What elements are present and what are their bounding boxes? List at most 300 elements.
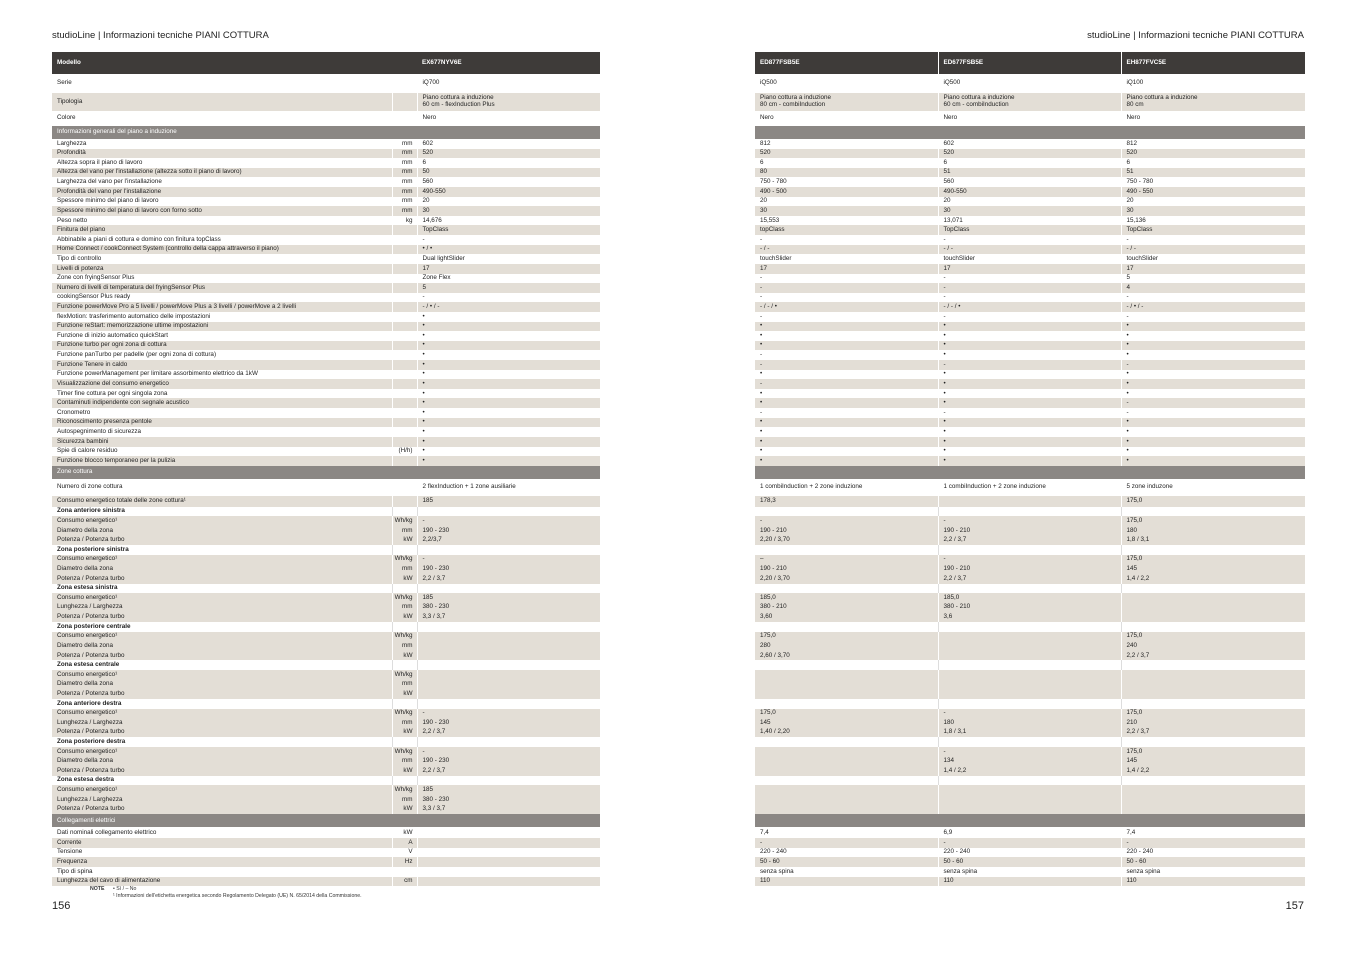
row-label: Tipo di controllo <box>52 254 392 264</box>
value-cell: - <box>417 516 600 526</box>
section-band <box>755 466 1305 479</box>
value-cell: - <box>1121 838 1305 848</box>
value-cell: • <box>755 447 938 457</box>
value-cell <box>1121 660 1305 670</box>
table-row <box>52 370 600 380</box>
unit-cell <box>392 312 417 322</box>
value-cell: - <box>938 747 1121 757</box>
table-row <box>755 785 1305 795</box>
table-row <box>755 427 1305 437</box>
value-cell: • <box>938 437 1121 447</box>
row-label: Altezza del vano per l'installazione (altezza sotto il piano di lavoro) <box>52 168 392 178</box>
row-label: Frequenza <box>52 857 392 867</box>
table-row <box>52 757 600 767</box>
unit-cell <box>392 737 417 747</box>
table-row <box>52 456 600 466</box>
value-cell: - <box>938 283 1121 293</box>
value-cell: touchSlider <box>755 254 938 264</box>
table-row <box>52 312 600 322</box>
unit-cell <box>392 418 417 428</box>
value-cell: 30 <box>417 206 600 216</box>
value-cell: - <box>417 709 600 719</box>
unit-cell: mm <box>392 680 417 690</box>
value-cell <box>755 622 938 632</box>
table-row <box>755 709 1305 719</box>
table-row <box>52 805 600 815</box>
table-row <box>755 312 1305 322</box>
unit-cell: Wh/kg <box>392 785 417 795</box>
value-cell <box>417 776 600 786</box>
table-row <box>755 126 1305 139</box>
unit-cell <box>392 507 417 517</box>
value-cell: • <box>1126 331 1129 339</box>
row-label: Funzione reStart: memorizzazione ultime impostazioni <box>52 322 392 332</box>
value-cell <box>417 641 600 651</box>
value-cell <box>938 545 1121 555</box>
table-row <box>755 612 1305 622</box>
unit-cell <box>392 622 417 632</box>
value-cell: - <box>755 838 938 848</box>
value-cell: • <box>417 418 600 428</box>
unit-cell: Wh/kg <box>392 709 417 719</box>
table-row <box>52 857 600 867</box>
value-cell: - <box>755 408 938 418</box>
table-row <box>52 867 600 877</box>
value-cell <box>1121 93 1305 111</box>
unit-cell: mm <box>392 206 417 216</box>
table-row <box>755 479 1305 496</box>
value-cell <box>1121 603 1305 613</box>
unit-cell: kW <box>392 536 417 546</box>
table-row <box>755 857 1305 867</box>
value-cell: 17 <box>417 264 600 274</box>
table-row <box>52 341 600 351</box>
value-cell <box>755 757 938 767</box>
value-cell: 50 - 60 <box>755 857 938 867</box>
unit-cell <box>392 389 417 399</box>
unit-cell <box>392 427 417 437</box>
unit-cell <box>392 264 417 274</box>
column-header-product: EX677NYV6E <box>417 52 600 74</box>
value-cell: - <box>755 360 938 370</box>
row-label: Larghezza <box>52 139 392 149</box>
value-cell: 2,2 / 3,7 <box>1121 651 1305 661</box>
row-label: Funzione powerManagement per limitare assorbimento elettrico da 1kW <box>52 370 392 380</box>
row-label: Timer fine cottura per ogni singola zona <box>52 389 392 399</box>
table-row <box>52 283 600 293</box>
table-row <box>755 747 1305 757</box>
unit-cell: kW <box>392 574 417 584</box>
table-row <box>755 516 1305 526</box>
unit-cell <box>392 322 417 332</box>
value-cell <box>938 795 1121 805</box>
unit-cell <box>392 437 417 447</box>
value-cell <box>755 689 938 699</box>
row-label: Diametro della zona <box>52 680 392 690</box>
table-row <box>52 93 600 111</box>
unit-cell <box>392 456 417 466</box>
value-cell <box>755 660 938 670</box>
table-row <box>755 245 1305 255</box>
table-row <box>755 466 1305 479</box>
value-cell <box>1121 612 1305 622</box>
value-cell: 3,3 / 3,7 <box>417 612 600 622</box>
value-cell <box>1121 545 1305 555</box>
section-band <box>755 126 1305 139</box>
table-row <box>755 574 1305 584</box>
page-header-left: studioLine | Informazioni tecniche PIANI COTTURA <box>52 30 269 41</box>
value-cell: 520 <box>1121 149 1305 159</box>
unit-cell <box>392 379 417 389</box>
unit-cell <box>392 776 417 786</box>
value-cell: • <box>1121 418 1305 428</box>
table-row <box>755 827 1305 838</box>
row-label: Cronometro <box>52 408 392 418</box>
column-header-product: ED877FSB5E <box>755 52 938 74</box>
value-cell: Dual lightSlider <box>422 254 465 262</box>
value-cell: TopClass <box>938 225 1121 235</box>
value-cell: - / - / • <box>755 302 938 312</box>
value-line: Piano cottura a induzione <box>943 94 1015 102</box>
table-row <box>755 216 1305 226</box>
table-row <box>52 245 600 255</box>
value-cell: - <box>938 709 1121 719</box>
value-cell: 380 - 210 <box>755 603 938 613</box>
value-cell: - <box>422 235 425 243</box>
row-label: Funzione powerMove Pro a 5 livelli / powerMove Plus a 3 livelli / powerMove a 2 livelli <box>52 302 392 312</box>
unit-cell <box>392 331 417 341</box>
table-row <box>52 632 600 642</box>
value-cell: 1,4 / 2,2 <box>1121 766 1305 776</box>
row-label: Diametro della zona <box>52 564 392 574</box>
value-cell: 1,8 / 3,1 <box>1121 536 1305 546</box>
row-label: Consumo energetico¹ <box>52 516 392 526</box>
unit-cell <box>392 341 417 351</box>
table-row <box>755 593 1305 603</box>
value-cell: TopClass <box>417 225 600 235</box>
value-cell: TopClass <box>1121 225 1305 235</box>
table-row <box>755 322 1305 332</box>
value-cell <box>755 680 938 690</box>
value-cell <box>755 584 938 594</box>
row-label: Finitura del piano <box>52 225 392 235</box>
table-row <box>52 516 600 526</box>
unit-cell: kW <box>392 805 417 815</box>
section-title: Informazioni generali del piano a induzione <box>52 126 600 139</box>
value-cell: 1,8 / 3,1 <box>938 728 1121 738</box>
value-cell: 185,0 <box>755 593 938 603</box>
value-cell: • <box>417 437 600 447</box>
table-row <box>52 564 600 574</box>
value-cell: 2 flexInduction + 1 zone ausiliarie <box>422 483 516 491</box>
value-cell: 50 - 60 <box>938 857 1121 867</box>
unit-cell <box>392 867 417 877</box>
table-row <box>755 699 1305 709</box>
value-cell <box>938 680 1121 690</box>
table-row <box>755 526 1305 536</box>
value-cell: 380 - 230 <box>417 603 600 613</box>
table-row <box>755 168 1305 178</box>
value-line: 60 cm - combiInduction <box>943 101 1009 108</box>
table-row <box>52 398 600 408</box>
table-row <box>52 612 600 622</box>
table-row <box>52 814 600 827</box>
table-row <box>52 302 600 312</box>
row-label: flexMotion: trasferimento automatico delle impostazioni <box>52 312 392 322</box>
value-cell: iQ500 <box>938 74 1121 93</box>
unit-cell <box>392 302 417 312</box>
zone-title: Zona posteriore centrale <box>52 622 392 632</box>
section-band <box>755 814 1305 827</box>
value-cell: 185 <box>417 785 600 795</box>
table-row <box>52 593 600 603</box>
value-cell: - <box>755 274 938 284</box>
value-cell: 190 - 210 <box>755 526 938 536</box>
value-cell: 520 <box>417 149 600 159</box>
value-line: 60 cm - flexInduction Plus <box>422 101 495 108</box>
value-cell: • <box>938 418 1121 428</box>
row-label: Funzione blocco temporaneo per la pulizia <box>52 456 392 466</box>
table-row <box>52 795 600 805</box>
row-label: Funzione panTurbo per padelle (per ogni zona di cottura) <box>52 350 392 360</box>
value-cell: 4 <box>1121 283 1305 293</box>
unit-cell: mm <box>392 603 417 613</box>
table-row <box>755 350 1305 360</box>
value-cell <box>755 776 938 786</box>
row-label: Spie di calore residuo <box>52 447 392 457</box>
table-row <box>755 158 1305 168</box>
table-row <box>52 322 600 332</box>
value-cell: 30 <box>1121 206 1305 216</box>
table-row <box>52 293 600 303</box>
value-cell <box>755 670 938 680</box>
table-row <box>755 632 1305 642</box>
value-cell: 175,0 <box>1121 709 1305 719</box>
value-cell: Nero <box>422 114 437 122</box>
zone-title: Zona anteriore destra <box>52 699 392 709</box>
value-line: Piano cottura a induzione <box>1126 94 1198 102</box>
value-cell <box>755 795 938 805</box>
value-cell: 6 <box>1126 158 1131 166</box>
table-row <box>52 350 600 360</box>
table-header-row <box>755 52 1305 74</box>
value-cell <box>1121 584 1305 594</box>
row-label: Home Connect / cookConnect System (controllo della cappa attraverso il piano) <box>52 245 392 255</box>
value-cell: 750 - 780 <box>1126 178 1154 186</box>
table-row <box>52 254 600 264</box>
unit-cell: kW <box>392 689 417 699</box>
value-cell: • <box>422 312 425 320</box>
value-cell <box>755 747 938 757</box>
unit-cell: mm <box>392 139 417 149</box>
unit-cell: Wh/kg <box>392 555 417 565</box>
value-cell: 2,2 / 3,7 <box>417 574 600 584</box>
value-cell: - <box>1126 312 1129 320</box>
value-cell <box>755 766 938 776</box>
row-label: Altezza sopra il piano di lavoro <box>52 158 392 168</box>
table-row <box>755 737 1305 747</box>
table-row <box>52 680 600 690</box>
value-cell: • <box>755 331 938 341</box>
value-cell: 175,0 <box>1121 516 1305 526</box>
table-row <box>755 776 1305 786</box>
table-row <box>52 177 600 187</box>
unit-cell: mm <box>392 158 417 168</box>
table-row <box>52 331 600 341</box>
spec-table-left <box>52 52 600 886</box>
row-label: Livelli di potenza <box>52 264 392 274</box>
row-label: Consumo energetico totale delle zone cottura¹ <box>52 496 392 507</box>
value-cell: 17 <box>755 264 938 274</box>
unit-cell <box>392 254 417 264</box>
row-label: Consumo energetico¹ <box>52 785 392 795</box>
table-row <box>52 747 600 757</box>
value-cell: 2,2 / 3,7 <box>938 536 1121 546</box>
table-row <box>755 728 1305 738</box>
table-row <box>52 408 600 418</box>
value-cell: • <box>938 456 1121 466</box>
row-label: Tipologia <box>52 93 392 111</box>
value-cell: 30 <box>938 206 1121 216</box>
table-row <box>755 718 1305 728</box>
table-row <box>755 660 1305 670</box>
unit-cell: mm <box>392 757 417 767</box>
row-label: Peso netto <box>52 216 392 226</box>
value-cell: • <box>755 427 938 437</box>
value-cell <box>1121 680 1305 690</box>
table-row <box>755 74 1305 93</box>
unit-cell: mm <box>392 526 417 536</box>
value-cell: - <box>755 235 938 245</box>
unit-cell <box>392 545 417 555</box>
section-title: Zone cottura <box>52 466 600 479</box>
value-cell: 812 <box>1126 139 1138 147</box>
value-cell <box>938 805 1121 815</box>
value-cell: 175,0 <box>755 709 938 719</box>
value-cell <box>1121 507 1305 517</box>
value-cell: • <box>755 322 938 332</box>
column-header-model: Modello <box>52 52 417 74</box>
value-cell <box>417 584 600 594</box>
value-cell <box>417 545 600 555</box>
table-row <box>52 848 600 858</box>
table-row <box>755 795 1305 805</box>
value-cell <box>755 699 938 709</box>
unit-cell <box>392 74 417 93</box>
value-cell: Nero <box>755 111 938 126</box>
value-cell: 6 <box>422 158 427 166</box>
value-cell: - / • / - <box>1121 302 1305 312</box>
value-cell: - <box>422 293 425 301</box>
row-label: Visualizzazione del consumo energetico <box>52 379 392 389</box>
table-row <box>755 370 1305 380</box>
value-cell: – <box>755 555 938 565</box>
value-cell: 7,4 <box>755 827 938 838</box>
unit-cell: (H/h) <box>392 447 417 457</box>
unit-cell: mm <box>392 168 417 178</box>
table-row <box>52 447 600 457</box>
unit-cell <box>392 370 417 380</box>
value-cell: 175,0 <box>755 632 938 642</box>
value-cell <box>938 641 1121 651</box>
row-label: Funzione Tenere in caldo <box>52 360 392 370</box>
unit-cell: Wh/kg <box>392 632 417 642</box>
value-cell: • <box>938 379 1121 389</box>
value-cell <box>938 660 1121 670</box>
value-cell <box>755 737 938 747</box>
value-cell: 490 - 550 <box>1121 187 1305 197</box>
table-row <box>52 776 600 786</box>
zone-title: Zona posteriore destra <box>52 737 392 747</box>
table-row <box>755 651 1305 661</box>
table-row <box>52 418 600 428</box>
value-line: 80 cm <box>1126 101 1144 108</box>
value-cell: - / - / • <box>938 302 1121 312</box>
value-cell: • <box>938 398 1121 408</box>
value-cell: 80 <box>755 168 938 178</box>
value-cell <box>938 776 1121 786</box>
row-label: Spessore minimo del piano di lavoro con forno sotto <box>52 206 392 216</box>
value-cell: • <box>755 370 938 380</box>
value-cell: senza spina <box>938 867 1121 877</box>
value-cell <box>1121 795 1305 805</box>
row-label: Potenza / Potenza turbo <box>52 805 392 815</box>
value-cell: touchSlider <box>938 254 1121 264</box>
value-cell: - <box>1121 360 1305 370</box>
value-cell: 178,3 <box>755 496 938 507</box>
row-label: Abbinabile a piani di cottura e domino con finitura topClass <box>52 235 392 245</box>
value-cell: 20 <box>1126 197 1134 205</box>
value-cell: - <box>1126 408 1129 416</box>
table-row <box>755 149 1305 159</box>
value-cell: Nero <box>1126 114 1141 122</box>
value-cell: 6 <box>755 158 938 168</box>
value-line: Piano cottura a induzione <box>422 94 494 102</box>
value-cell: 1,4 / 2,2 <box>938 766 1121 776</box>
value-cell: 220 - 240 <box>1126 848 1154 856</box>
table-row <box>52 651 600 661</box>
value-cell <box>938 584 1121 594</box>
table-row <box>52 466 600 479</box>
value-cell: • <box>755 398 938 408</box>
value-cell: - / - <box>1121 245 1305 255</box>
value-cell: 185 <box>417 593 600 603</box>
value-cell: 110 <box>938 877 1121 887</box>
value-cell: 2,60 / 3,70 <box>755 651 938 661</box>
unit-cell: cm <box>392 877 417 887</box>
value-cell <box>755 545 938 555</box>
value-cell: • <box>1126 427 1129 435</box>
value-cell <box>417 867 600 877</box>
unit-cell <box>392 245 417 255</box>
unit-cell: kg <box>392 216 417 226</box>
zone-title: Zona estesa centrale <box>52 660 392 670</box>
value-cell: 50 - 60 <box>1121 857 1305 867</box>
value-cell: • <box>417 322 600 332</box>
unit-cell: mm <box>392 564 417 574</box>
value-cell: 2,2 / 3,7 <box>1121 728 1305 738</box>
value-cell: - / • / - <box>417 302 600 312</box>
value-cell: • <box>422 447 425 455</box>
value-cell: - <box>938 293 1121 303</box>
value-cell: 1,4 / 2,2 <box>1121 574 1305 584</box>
value-cell: 190 - 230 <box>417 564 600 574</box>
table-row <box>755 564 1305 574</box>
value-cell <box>1121 593 1305 603</box>
value-cell: 180 <box>938 718 1121 728</box>
value-cell: • <box>1121 437 1305 447</box>
table-row <box>755 536 1305 546</box>
